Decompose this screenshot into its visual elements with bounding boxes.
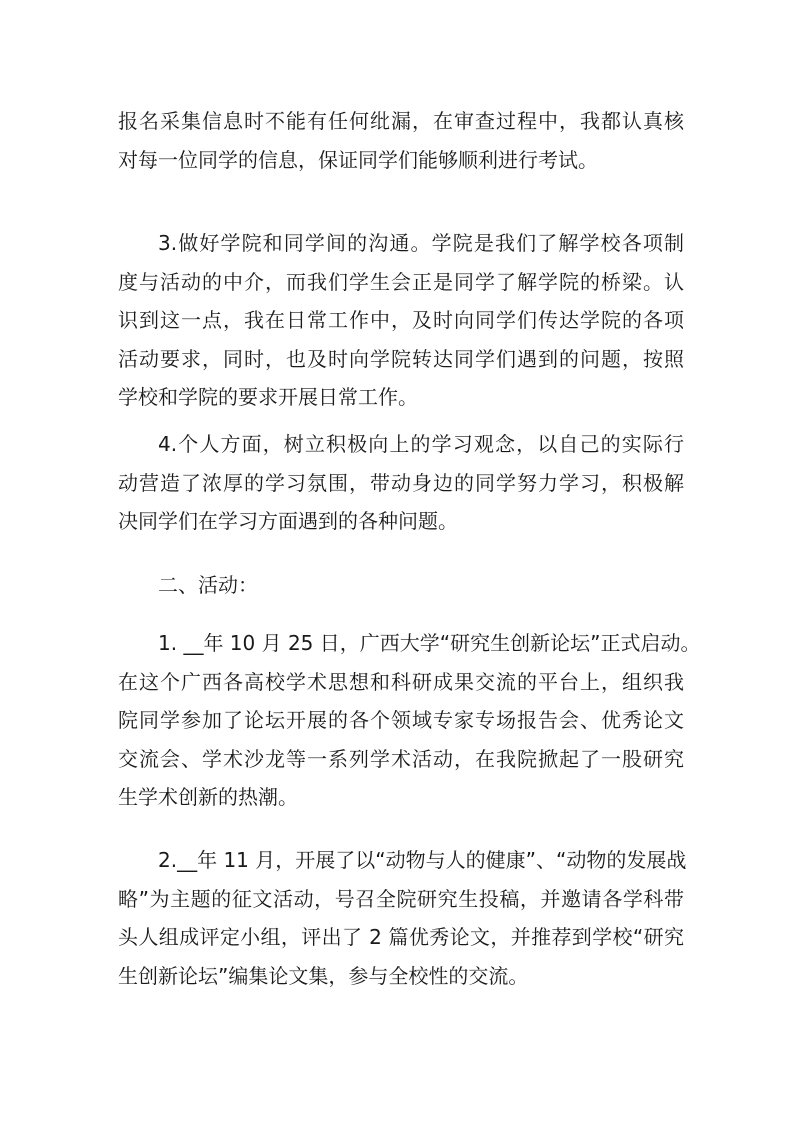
text-line: 度与活动的中介，而我们学生会正是同学了解学院的桥梁。认 — [118, 269, 684, 294]
text-line: 报名采集信息时不能有任何纰漏，在审查过程中，我都认真核 — [118, 109, 684, 133]
text-line: 决同学们在学习方面遇到的各种问题。 — [118, 509, 458, 534]
text-line: 活动要求，同时，也及时向学院转达同学们遇到的问题，按照 — [118, 346, 684, 371]
text-line: 院同学参加了论坛开展的各个领域专家专场报告会、优秀论文 — [118, 708, 684, 733]
text-line: 1. __年 10 月 25 日，广西大学“研究生创新论坛”正式启动。 — [158, 631, 701, 655]
section-heading-activities — [118, 566, 684, 605]
text-line: 生创新论坛”编集论文集，参与全校性的交流。 — [118, 963, 529, 988]
text-line: 二、活动： — [158, 573, 258, 597]
text-line: 在这个广西各高校学术思想和科研成果交流的平台上，组织我 — [118, 669, 684, 694]
paragraph-activity-1 — [118, 624, 701, 817]
paragraph-continuation — [118, 102, 684, 179]
text-line: 3.做好学院和同学间的沟通。学院是我们了解学校各项制 — [158, 231, 684, 255]
paragraph-item-3 — [118, 224, 684, 417]
paragraph-item-4 — [118, 425, 684, 541]
text-line: 识到这一点，我在日常工作中，及时向同学们传达学院的各项 — [118, 308, 684, 333]
text-line: 动营造了浓厚的学习氛围，带动身边的同学努力学习，积极解 — [118, 470, 684, 495]
text-line: 交流会、学术沙龙等一系列学术活动，在我院掀起了一股研究 — [118, 746, 684, 771]
text-line: 4.个人方面，树立积极向上的学习观念，以自己的实际行 — [158, 432, 684, 456]
text-line: 2.__年 11 月，开展了以“动物与人的健康”、“动物的发展战 — [158, 848, 687, 872]
text-line: 对每一位同学的信息，保证同学们能够顺利进行考试。 — [118, 147, 598, 172]
text-line: 头人组成评定小组，评出了 2 篇优秀论文，并推荐到学校“研究 — [118, 925, 684, 950]
text-line: 略”为主题的征文活动，号召全院研究生投稿，并邀请各学科带 — [118, 886, 684, 911]
paragraph-activity-2 — [118, 841, 687, 995]
text-line: 生学术创新的热潮。 — [118, 785, 298, 810]
text-line: 学校和学院的要求开展日常工作。 — [118, 385, 418, 410]
